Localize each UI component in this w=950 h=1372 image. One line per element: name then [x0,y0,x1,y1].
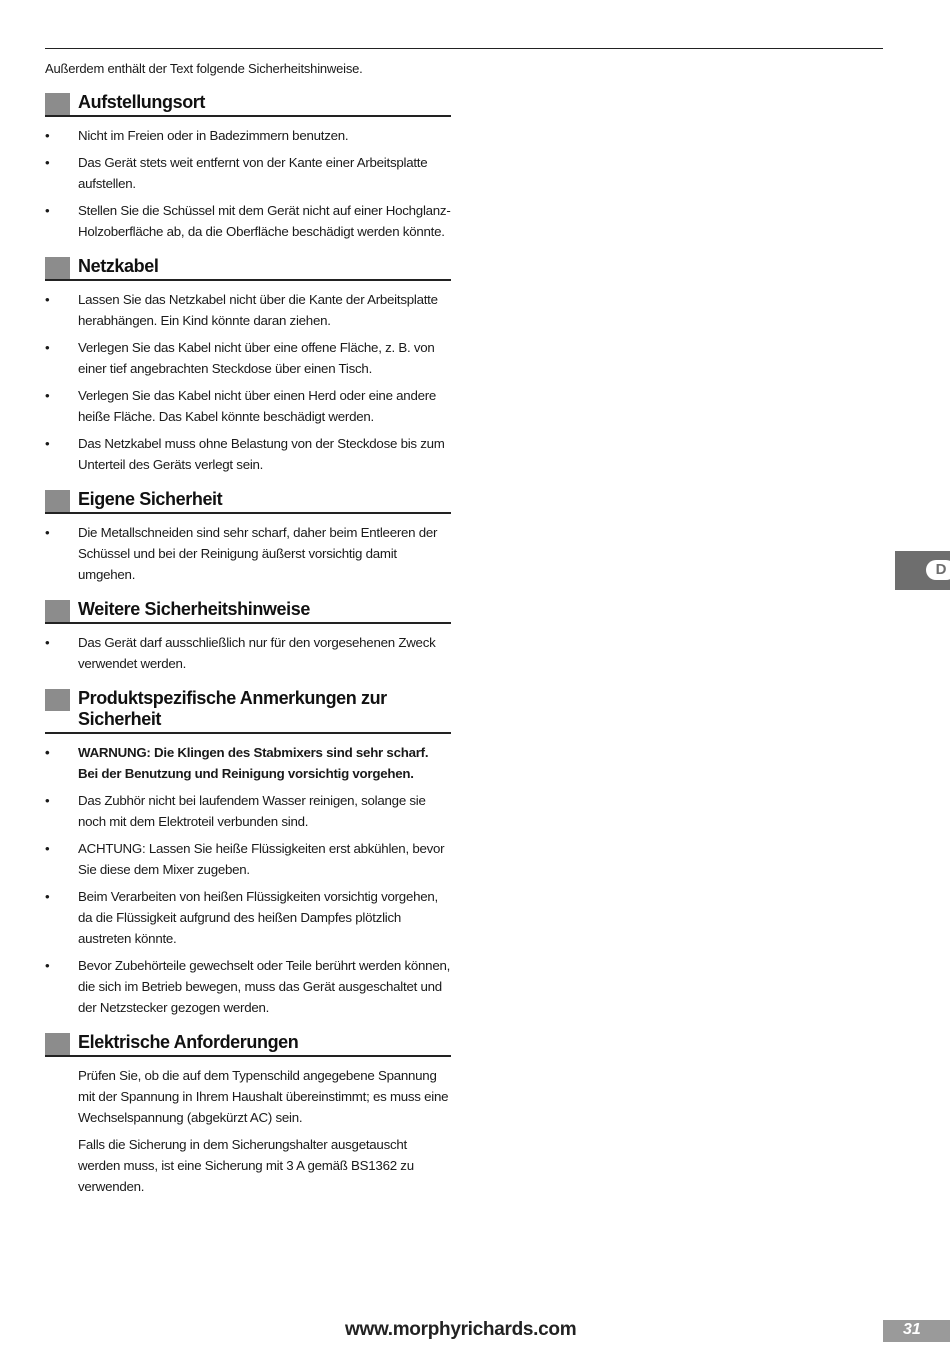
bullet-list [45,742,451,1018]
list-item-text: Stellen Sie die Schüssel mit dem Gerät nicht auf einer Hochglanz-Holzoberfläche ab, da die Oberfläche beschädigt werden könnte. [78,203,451,239]
section-title: Aufstellungsort [78,92,205,112]
bullet-list [45,289,451,475]
bullet-icon: • [45,128,50,143]
list-item-text: Bevor Zubehörteile gewechselt oder Teile berührt werden können, die sich im Betrieb bewegen, muss das Gerät ausgeschaltet und der Netzstecker gezogen werden. [78,958,451,1015]
list-item [45,152,451,194]
section-heading [45,597,451,624]
bullet-icon: • [45,793,50,808]
bullet-list [45,632,451,674]
list-item [45,790,451,832]
list-item [45,522,451,585]
list-item-text: Das Gerät stets weit entfernt von der Kante einer Arbeitsplatte aufstellen. [78,155,428,191]
list-item [45,289,451,331]
list-item-text: Nicht im Freien oder in Badezimmern benutzen. [78,128,349,143]
bullet-icon: • [45,635,50,650]
list-item-text: Das Zubhör nicht bei laufendem Wasser reinigen, solange sie noch mit dem Elektroteil verbunden sind. [78,793,426,829]
language-tab [895,551,950,590]
section-heading [45,686,451,734]
bullet-icon: • [45,958,50,973]
section-heading [45,487,451,514]
paragraph: Prüfen Sie, ob die auf dem Typenschild angegebene Spannung mit der Spannung in Ihrem Haushalt übereinstimmt; es muss eine Wechselspannung (abgekürzt AC) sein. [78,1068,449,1125]
website-url: www.morphyrichards.com [345,1319,577,1340]
section-title: Produktspezifische Anmerkungen zur Sicherheit [78,688,387,729]
warning-item [45,742,451,784]
list-item [45,632,451,674]
section-elektrische-anforderungen [45,1030,451,1197]
warning-text: WARNUNG: Die Klingen des Stabmixers sind sehr scharf. Bei der Benutzung und Reinigung vorsichtig vorgehen. [78,745,429,781]
section-title: Netzkabel [78,256,159,276]
list-item-text: Verlegen Sie das Kabel nicht über einen Herd oder eine andere heiße Fläche. Das Kabel könnte beschädigt werden. [78,388,437,424]
bullet-icon: • [45,340,50,355]
intro-text: Außerdem enthält der Text folgende Sicherheitshinweise. [45,61,363,76]
list-item [45,433,451,475]
bullet-list [45,522,451,585]
list-item-text: Verlegen Sie das Kabel nicht über eine offene Fläche, z. B. von einer tief angebrachten Steckdose über einen Tisch. [78,340,435,376]
section-heading [45,254,451,281]
list-item-text: Lassen Sie das Netzkabel nicht über die Kante der Arbeitsplatte herabhängen. Ein Kind könnte daran ziehen. [78,292,438,328]
list-item [45,838,451,880]
heading-marker-square [45,490,70,512]
section-aufstellungsort [45,90,451,242]
list-item-text: Beim Verarbeiten von heißen Flüssigkeiten vorsichtig vorgehen, da die Flüssigkeit aufgrund des heißen Dampfes plötzlich austreten könnte. [78,889,438,946]
bullet-icon: • [45,525,50,540]
bullet-icon: • [45,203,50,218]
section-produktspezifische-anmerkungen [45,686,451,1018]
list-item-text: Das Gerät darf ausschließlich nur für den vorgesehenen Zweck verwendet werden. [78,635,436,671]
list-item [45,337,451,379]
list-item [45,200,451,242]
list-item [45,955,451,1018]
page-number: 31 [903,1321,921,1338]
section-weitere-sicherheitshinweise [45,597,451,674]
heading-marker-square [45,600,70,622]
bullet-icon: • [45,745,50,760]
bullet-icon: • [45,841,50,856]
section-heading [45,1030,451,1057]
list-item-text: Die Metallschneiden sind sehr scharf, daher beim Entleeren der Schüssel und bei der Reinigung äußerst vorsichtig damit umgehen. [78,525,438,582]
section-title: Elektrische Anforderungen [78,1032,299,1052]
heading-marker-square [45,1033,70,1055]
bullet-icon: • [45,436,50,451]
bullet-icon: • [45,155,50,170]
top-rule [45,48,883,49]
bullet-icon: • [45,388,50,403]
list-item [45,886,451,949]
page-number-box [883,1320,950,1342]
paragraph: Falls die Sicherung in dem Sicherungshalter ausgetauscht werden muss, ist eine Sicherung mit 3 A gemäß BS1362 zu verwenden. [78,1137,414,1194]
language-tab-label: D [926,560,950,580]
content-column [45,90,451,1209]
section-netzkabel [45,254,451,475]
list-item [45,125,451,146]
heading-marker-square [45,93,70,115]
section-title: Weitere Sicherheitshinweise [78,599,310,619]
list-item-text: Das Netzkabel muss ohne Belastung von der Steckdose bis zum Unterteil des Geräts verlegt sein. [78,436,445,472]
section-eigene-sicherheit [45,487,451,585]
section-heading [45,90,451,117]
bullet-icon: • [45,889,50,904]
heading-marker-square [45,257,70,279]
list-item-text: ACHTUNG: Lassen Sie heiße Flüssigkeiten erst abkühlen, bevor Sie diese dem Mixer zugeben. [78,841,445,877]
bullet-icon: • [45,292,50,307]
heading-marker-square [45,689,70,711]
list-item [45,385,451,427]
bullet-list [45,125,451,242]
section-title: Eigene Sicherheit [78,489,223,509]
